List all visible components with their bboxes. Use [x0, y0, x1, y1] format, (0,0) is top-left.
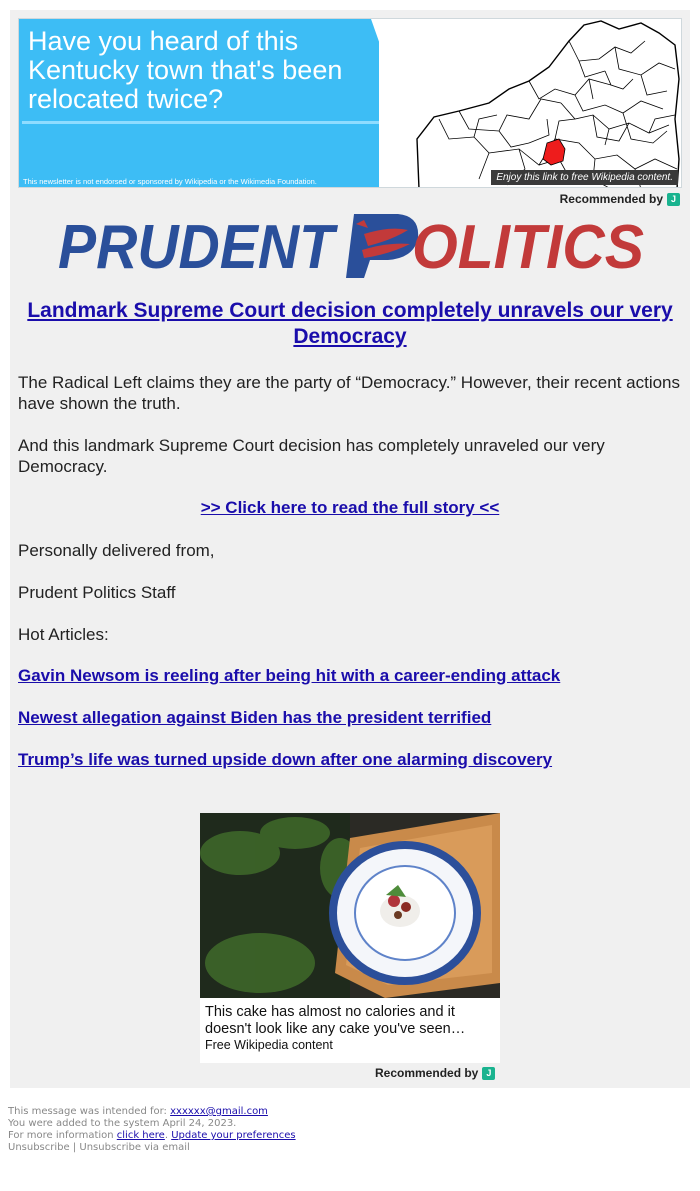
jeeng-logo-icon: J [482, 1067, 495, 1080]
hot-article-link-2[interactable]: Newest allegation against Biden has the president terrified [18, 708, 492, 727]
banner-title[interactable]: Have you heard of this Kentucky town that's been relocated twice? [28, 26, 343, 114]
article-headline-link[interactable]: Landmark Supreme Court decision completely unravels our very Democracy [27, 299, 673, 348]
footer-separator: . [164, 1130, 172, 1141]
footer-info-label: For more information [8, 1130, 117, 1141]
sponsored-content-card[interactable] [200, 813, 500, 1063]
footer-intended-label: This message was intended for: [8, 1106, 171, 1117]
email-footer [8, 1106, 296, 1154]
footer-intended-line [8, 1106, 296, 1118]
logo-word-prudent: PRUDENT [58, 213, 339, 280]
cake-plate-photo [200, 813, 500, 998]
signoff-text: Personally delivered from, [18, 541, 215, 560]
click-here-link[interactable]: click here [116, 1130, 165, 1141]
kentucky-map-image [379, 19, 682, 188]
sponsored-source: Free Wikipedia content [205, 1038, 333, 1052]
footer-pipe: | [69, 1142, 80, 1153]
article-paragraph-1: The Radical Left claims they are the party of “Democracy.” However, their recent actions have shown the truth. [18, 373, 681, 413]
recommended-by-badge-bottom[interactable] [375, 1066, 495, 1080]
recommended-label: Recommended by [559, 192, 663, 206]
staff-signature: Prudent Politics Staff [18, 583, 176, 602]
hot-articles-heading: Hot Articles: [18, 625, 109, 644]
jeeng-logo-icon: J [667, 193, 680, 206]
newsletter-card [10, 10, 690, 1088]
unsubscribe-email-link[interactable]: Unsubscribe via email [79, 1142, 190, 1153]
hot-article-link-3[interactable]: Trump’s life was turned upside down after one alarming discovery [18, 750, 553, 769]
banner-disclaimer: This newsletter is not endorsed or sponsored by Wikipedia or the Wikimedia Foundation. [23, 177, 317, 186]
logo-p-emblem [346, 214, 418, 278]
prudent-politics-logo[interactable] [58, 206, 644, 280]
unsubscribe-link[interactable]: Unsubscribe [8, 1142, 70, 1153]
hot-article-link-1[interactable]: Gavin Newsom is reeling after being hit with a career-ending attack [18, 666, 561, 685]
recommended-by-badge-top[interactable] [560, 192, 680, 206]
read-full-story-link[interactable]: >> Click here to read the full story << [200, 498, 500, 517]
banner-divider [22, 121, 382, 124]
sponsored-headline[interactable]: This cake has almost no calories and it doesn't look like any cake you've seen… [205, 1004, 466, 1037]
top-banner-ad[interactable] [18, 18, 682, 188]
footer-info-line [8, 1130, 296, 1142]
recipient-email-link[interactable]: xxxxxx@gmail.com [170, 1106, 268, 1117]
banner-caption: Enjoy this link to free Wikipedia content. [491, 170, 678, 185]
recommended-label: Recommended by [375, 1066, 479, 1080]
update-preferences-link[interactable]: Update your preferences [171, 1130, 296, 1141]
article-paragraph-2: And this landmark Supreme Court decision has completely unraveled our very Democracy. [18, 436, 605, 476]
footer-unsubscribe-line [8, 1142, 296, 1154]
logo-word-olitics: OLITICS [412, 213, 644, 280]
footer-added-line: You were added to the system April 24, 2023. [8, 1118, 237, 1129]
